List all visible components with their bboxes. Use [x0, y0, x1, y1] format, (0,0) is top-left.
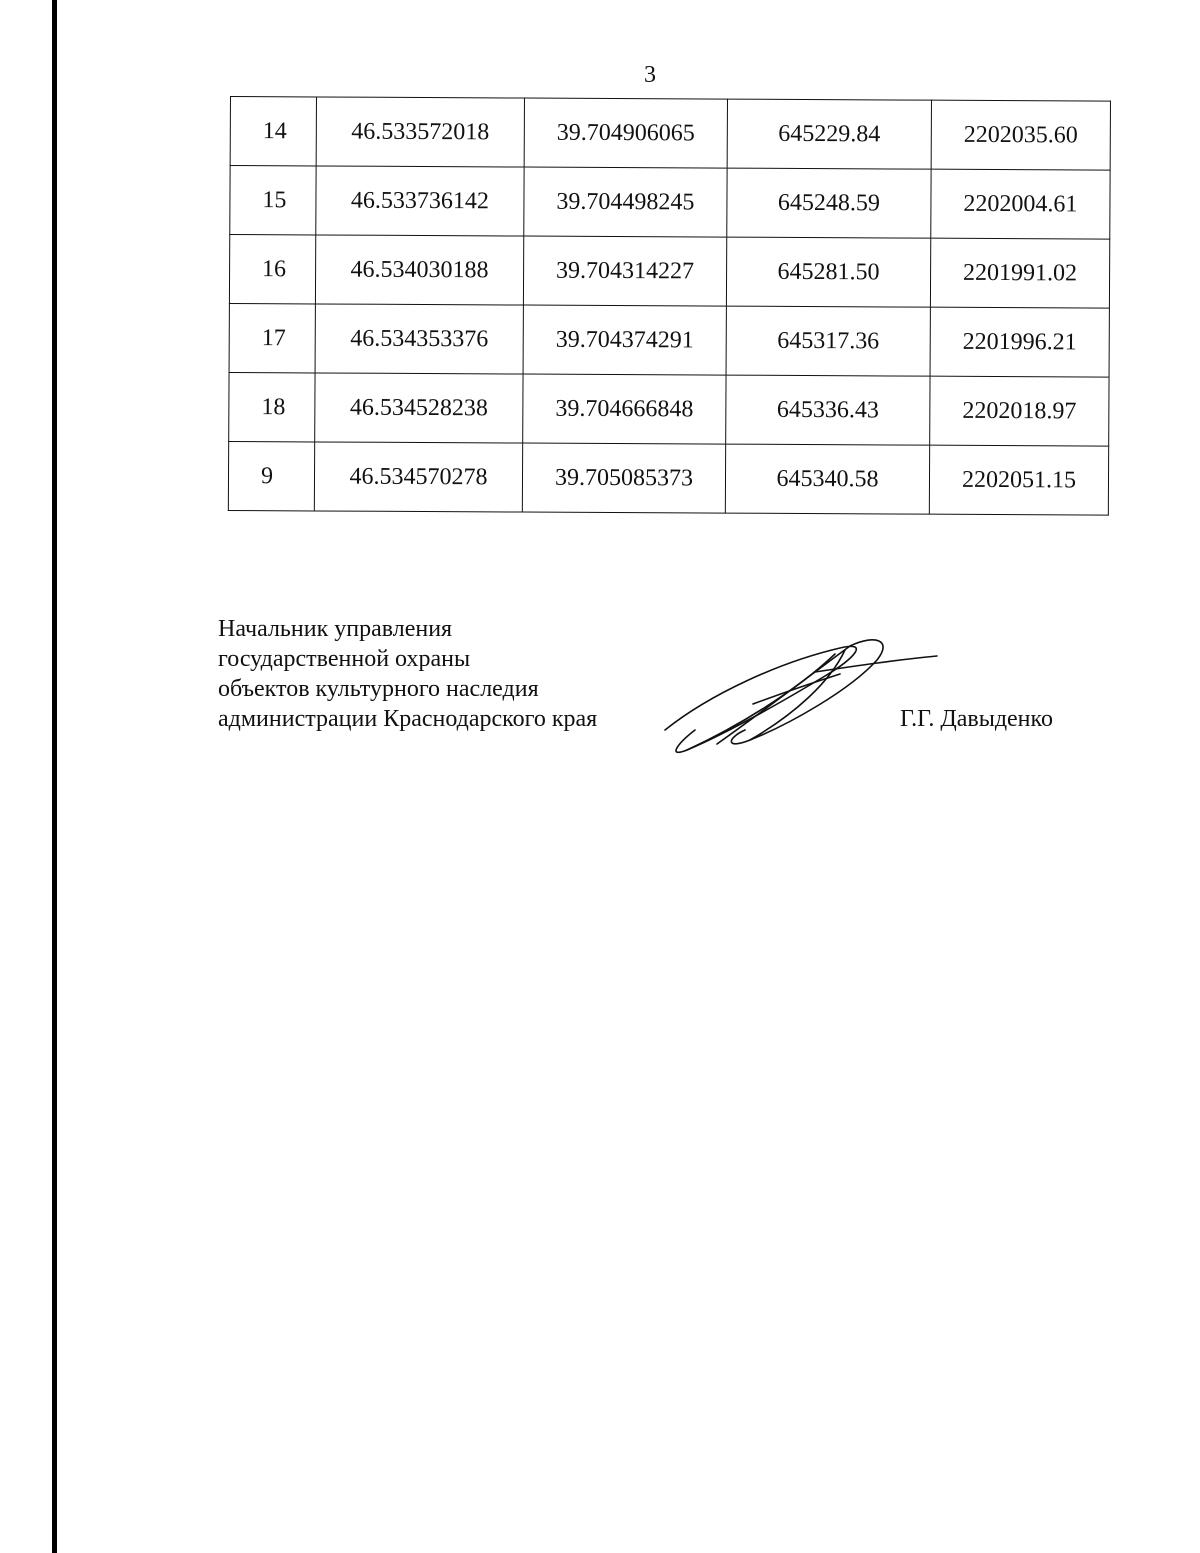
latitude-cell: 46.534030188 — [315, 235, 523, 305]
position-line: объектов культурного наследия — [218, 676, 539, 702]
point-number-cell: 18 — [229, 372, 315, 441]
latitude-cell: 46.533572018 — [316, 97, 524, 167]
coordinates-table — [228, 96, 1111, 516]
position-line: администрации Краснодарского края — [218, 706, 598, 732]
x-coordinate-cell: 645317.36 — [726, 306, 930, 376]
page-number: 3 — [644, 62, 656, 88]
point-number-cell: 16 — [229, 235, 315, 304]
table-row — [230, 166, 1110, 240]
y-coordinate-cell: 2202018.97 — [930, 376, 1109, 446]
latitude-cell: 46.534570278 — [314, 442, 522, 512]
y-coordinate-cell: 2201996.21 — [930, 307, 1109, 377]
x-coordinate-cell: 645340.58 — [725, 444, 929, 514]
table-row — [228, 441, 1108, 515]
longitude-cell: 39.704906065 — [524, 98, 727, 168]
y-coordinate-cell: 2202035.60 — [931, 100, 1110, 170]
longitude-cell: 39.704498245 — [524, 167, 727, 237]
x-coordinate-cell: 645229.84 — [727, 99, 931, 169]
scan-edge-line — [52, 0, 57, 1553]
latitude-cell: 46.534353376 — [315, 304, 523, 374]
y-coordinate-cell: 2201991.02 — [930, 238, 1109, 308]
table-row — [229, 303, 1109, 377]
longitude-cell: 39.704666848 — [523, 374, 726, 444]
position-line: государственной охраны — [218, 646, 471, 672]
handwritten-signature — [655, 632, 950, 757]
position-line: Начальник управления — [218, 616, 453, 642]
signer-name: Г.Г. Давыденко — [900, 706, 1053, 732]
point-number-cell: 9 — [228, 441, 314, 510]
longitude-cell: 39.704314227 — [523, 236, 726, 306]
point-number-cell: 17 — [229, 303, 315, 372]
table-row — [230, 97, 1110, 171]
table-row — [229, 372, 1109, 446]
x-coordinate-cell: 645336.43 — [726, 375, 930, 445]
coordinates-table-body — [228, 97, 1110, 516]
signature-block — [218, 614, 597, 734]
point-number-cell: 15 — [230, 166, 316, 235]
x-coordinate-cell: 645248.59 — [727, 168, 931, 238]
latitude-cell: 46.533736142 — [316, 166, 524, 236]
longitude-cell: 39.704374291 — [523, 305, 726, 375]
x-coordinate-cell: 645281.50 — [726, 237, 930, 307]
latitude-cell: 46.534528238 — [315, 373, 523, 443]
point-number-cell: 14 — [230, 97, 316, 166]
table-row — [229, 235, 1109, 309]
y-coordinate-cell: 2202004.61 — [931, 169, 1110, 239]
longitude-cell: 39.705085373 — [522, 443, 725, 513]
y-coordinate-cell: 2202051.15 — [929, 445, 1108, 515]
